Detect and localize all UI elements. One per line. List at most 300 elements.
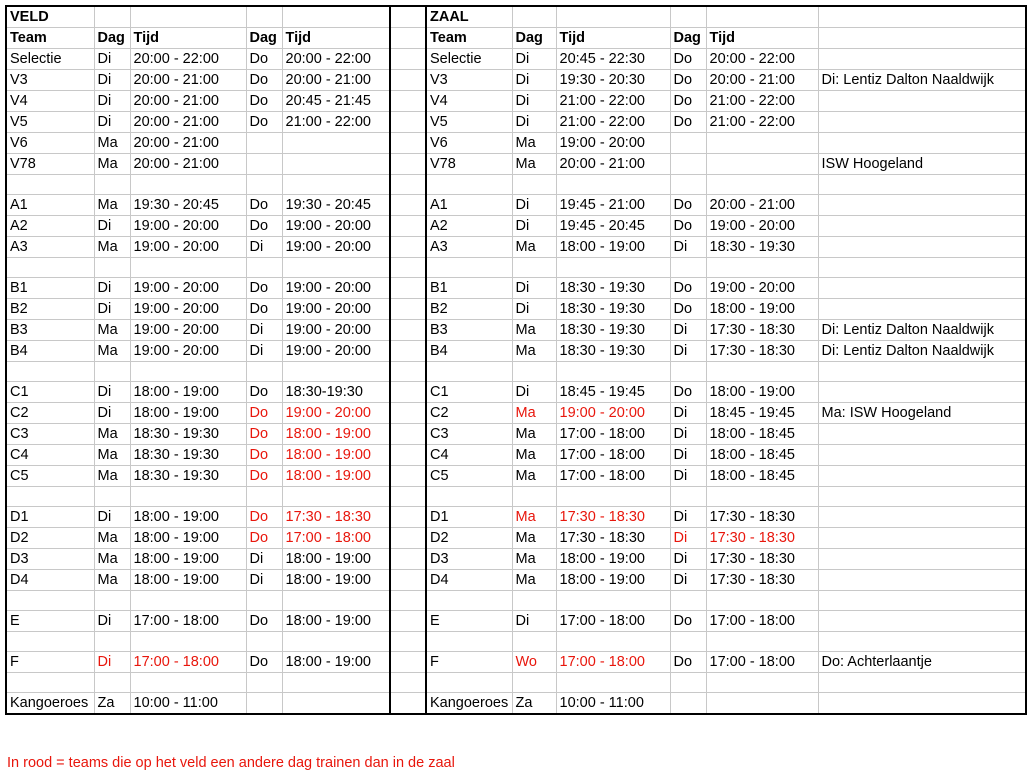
zaal-dag2-cell: Do: [670, 49, 706, 70]
veld-tijd2-cell: 19:00 - 20:00: [282, 320, 390, 341]
zaal-team-cell: D2: [426, 528, 512, 549]
veld-team-cell: C2: [6, 403, 94, 424]
veld-dag-cell: Di: [94, 403, 130, 424]
veld-tijd-cell: 18:30 - 19:30: [130, 424, 246, 445]
zaal-tijd2-cell: 17:30 - 18:30: [706, 528, 818, 549]
veld-dag-cell: Ma: [94, 341, 130, 362]
zaal-location-cell: [818, 91, 1026, 112]
veld-tijd-cell: 19:30 - 20:45: [130, 195, 246, 216]
table-row: [6, 341, 1026, 362]
empty-cell: [282, 632, 390, 652]
empty-cell: [282, 175, 390, 195]
zaal-tijd-cell: 17:00 - 18:00: [556, 424, 670, 445]
zaal-dag-cell: Di: [512, 611, 556, 632]
zaal-dag2-cell: Di: [670, 237, 706, 258]
empty-cell: [818, 487, 1026, 507]
veld-team-cell: F: [6, 652, 94, 673]
veld-tijd-cell: 20:00 - 21:00: [130, 112, 246, 133]
zaal-tijd-cell: 21:00 - 22:00: [556, 91, 670, 112]
veld-tijd-cell: 19:00 - 20:00: [130, 216, 246, 237]
blank-row: [6, 673, 1026, 693]
zaal-dag2-cell: Do: [670, 91, 706, 112]
empty-cell: [818, 673, 1026, 693]
veld-dag2-cell: Do: [246, 216, 282, 237]
empty-cell: [670, 673, 706, 693]
veld-dag-cell: Di: [94, 216, 130, 237]
zaal-tijd2-cell: 20:00 - 21:00: [706, 70, 818, 91]
empty-cell: [94, 673, 130, 693]
empty-cell: [818, 591, 1026, 611]
zaal-dag2-cell: Di: [670, 424, 706, 445]
empty-cell: [6, 175, 94, 195]
zaal-tijd-cell: 17:00 - 18:00: [556, 652, 670, 673]
veld-dag2-cell: Di: [246, 570, 282, 591]
table-row: [6, 403, 1026, 424]
empty-cell: [94, 591, 130, 611]
veld-dag-cell: Ma: [94, 445, 130, 466]
veld-dag2-cell: Do: [246, 507, 282, 528]
empty-cell: [390, 466, 426, 487]
zaal-dag2-cell: Do: [670, 195, 706, 216]
empty-cell: [556, 258, 670, 278]
zaal-tijd2-cell: 17:30 - 18:30: [706, 341, 818, 362]
veld-dag2-cell: Do: [246, 445, 282, 466]
empty-cell: [390, 278, 426, 299]
zaal-tijd-cell: 18:45 - 19:45: [556, 382, 670, 403]
empty-cell: [426, 632, 512, 652]
veld-dag-cell: Di: [94, 299, 130, 320]
veld-team-cell: C4: [6, 445, 94, 466]
veld-dag-cell: Di: [94, 70, 130, 91]
empty-cell: [390, 673, 426, 693]
veld-tijd-cell: 20:00 - 22:00: [130, 49, 246, 70]
veld-tijd2-cell: 18:00 - 19:00: [282, 445, 390, 466]
empty-cell: [512, 673, 556, 693]
zaal-location-cell: [818, 693, 1026, 715]
veld-tijd2-cell: 19:00 - 20:00: [282, 403, 390, 424]
zaal-tijd2-cell: 18:00 - 19:00: [706, 299, 818, 320]
zaal-team-cell: C4: [426, 445, 512, 466]
zaal-tijd-cell: 17:30 - 18:30: [556, 507, 670, 528]
zaal-dag2-cell: Do: [670, 299, 706, 320]
zaal-team-cell: D1: [426, 507, 512, 528]
empty-cell: [246, 487, 282, 507]
veld-dag-cell: Di: [94, 112, 130, 133]
empty-cell: [130, 258, 246, 278]
veld-tijd2-cell: [282, 693, 390, 715]
table-row: [6, 70, 1026, 91]
zaal-dag2-cell: Di: [670, 445, 706, 466]
veld-tijd2-header: Tijd: [282, 28, 390, 49]
zaal-dag2-cell: Do: [670, 278, 706, 299]
empty-cell: [512, 258, 556, 278]
empty-cell: [706, 258, 818, 278]
veld-tijd-cell: 18:00 - 19:00: [130, 549, 246, 570]
empty-cell: [130, 673, 246, 693]
veld-dag-cell: Di: [94, 278, 130, 299]
empty-cell: [706, 673, 818, 693]
zaal-location-cell: ISW Hoogeland: [818, 154, 1026, 175]
zaal-team-cell: Kangoeroes: [426, 693, 512, 715]
section-header-row: [6, 6, 1026, 28]
veld-tijd2-cell: 18:00 - 19:00: [282, 652, 390, 673]
empty-cell: [670, 362, 706, 382]
empty-cell: [390, 611, 426, 632]
zaal-dag2-header: Dag: [670, 28, 706, 49]
veld-team-cell: V5: [6, 112, 94, 133]
empty-cell: [94, 632, 130, 652]
veld-dag2-cell: Di: [246, 237, 282, 258]
zaal-team-cell: B1: [426, 278, 512, 299]
zaal-location-cell: [818, 466, 1026, 487]
zaal-team-cell: V6: [426, 133, 512, 154]
zaal-team-cell: C2: [426, 403, 512, 424]
blank-row: [6, 591, 1026, 611]
veld-dag2-cell: Do: [246, 466, 282, 487]
veld-dag2-cell: Do: [246, 278, 282, 299]
veld-dag-cell: Za: [94, 693, 130, 715]
zaal-location-cell: [818, 611, 1026, 632]
veld-dag2-cell: Do: [246, 195, 282, 216]
zaal-tijd2-cell: 18:00 - 18:45: [706, 424, 818, 445]
veld-tijd2-cell: 19:00 - 20:00: [282, 299, 390, 320]
veld-dag-cell: Ma: [94, 154, 130, 175]
empty-cell: [390, 70, 426, 91]
veld-tijd-cell: 19:00 - 20:00: [130, 341, 246, 362]
zaal-dag2-cell: Do: [670, 382, 706, 403]
table-row: [6, 133, 1026, 154]
zaal-tijd2-cell: 20:00 - 21:00: [706, 195, 818, 216]
veld-tijd2-cell: [282, 133, 390, 154]
veld-tijd-cell: 20:00 - 21:00: [130, 70, 246, 91]
veld-tijd2-cell: 20:45 - 21:45: [282, 91, 390, 112]
zaal-team-cell: B3: [426, 320, 512, 341]
veld-team-cell: B4: [6, 341, 94, 362]
zaal-tijd2-header: Tijd: [706, 28, 818, 49]
zaal-tijd-cell: 17:30 - 18:30: [556, 528, 670, 549]
zaal-dag-cell: Ma: [512, 424, 556, 445]
empty-cell: [556, 487, 670, 507]
zaal-dag-cell: Ma: [512, 445, 556, 466]
veld-dag2-cell: [246, 154, 282, 175]
empty-cell: [390, 133, 426, 154]
veld-team-cell: D1: [6, 507, 94, 528]
veld-tijd-cell: 10:00 - 11:00: [130, 693, 246, 715]
zaal-team-cell: V4: [426, 91, 512, 112]
veld-team-cell: Selectie: [6, 49, 94, 70]
zaal-dag-cell: Ma: [512, 154, 556, 175]
veld-tijd-cell: 20:00 - 21:00: [130, 133, 246, 154]
zaal-dag-cell: Za: [512, 693, 556, 715]
zaal-tijd-cell: 18:00 - 19:00: [556, 237, 670, 258]
zaal-location-cell: [818, 507, 1026, 528]
veld-team-cell: B3: [6, 320, 94, 341]
veld-tijd2-cell: 18:00 - 19:00: [282, 611, 390, 632]
table-row: [6, 652, 1026, 673]
zaal-team-cell: D3: [426, 549, 512, 570]
empty-cell: [246, 673, 282, 693]
zaal-team-cell: E: [426, 611, 512, 632]
veld-tijd-cell: 18:30 - 19:30: [130, 445, 246, 466]
empty-cell: [390, 112, 426, 133]
zaal-dag2-cell: [670, 133, 706, 154]
zaal-tijd2-cell: 18:45 - 19:45: [706, 403, 818, 424]
veld-team-cell: E: [6, 611, 94, 632]
zaal-tijd-cell: 18:30 - 19:30: [556, 320, 670, 341]
empty-cell: [390, 549, 426, 570]
zaal-tijd2-cell: 17:30 - 18:30: [706, 570, 818, 591]
zaal-location-cell: [818, 528, 1026, 549]
column-header-row: [6, 28, 1026, 49]
veld-team-cell: Kangoeroes: [6, 693, 94, 715]
zaal-location-cell: Di: Lentiz Dalton Naaldwijk: [818, 70, 1026, 91]
zaal-location-cell: [818, 445, 1026, 466]
empty-cell: [706, 591, 818, 611]
empty-cell: [246, 362, 282, 382]
zaal-location-cell: [818, 133, 1026, 154]
zaal-dag-cell: Ma: [512, 549, 556, 570]
zaal-location-cell: [818, 299, 1026, 320]
empty-cell: [246, 175, 282, 195]
zaal-team-cell: F: [426, 652, 512, 673]
zaal-dag2-cell: Do: [670, 652, 706, 673]
zaal-location-cell: [818, 237, 1026, 258]
zaal-tijd-cell: 20:45 - 22:30: [556, 49, 670, 70]
zaal-dag2-cell: Di: [670, 570, 706, 591]
zaal-dag-cell: Ma: [512, 237, 556, 258]
veld-dag2-cell: Do: [246, 49, 282, 70]
veld-tijd-cell: 19:00 - 20:00: [130, 299, 246, 320]
empty-cell: [390, 403, 426, 424]
empty-cell: [390, 528, 426, 549]
veld-tijd-cell: 17:00 - 18:00: [130, 611, 246, 632]
table-row: [6, 570, 1026, 591]
veld-dag2-cell: Do: [246, 70, 282, 91]
zaal-tijd-cell: 19:45 - 20:45: [556, 216, 670, 237]
schedule-table: [5, 5, 1027, 715]
zaal-tijd2-cell: [706, 693, 818, 715]
empty-cell: [512, 487, 556, 507]
zaal-team-cell: A1: [426, 195, 512, 216]
empty-cell: [426, 175, 512, 195]
zaal-team-header: Team: [426, 28, 512, 49]
veld-dag-cell: Di: [94, 652, 130, 673]
empty-cell: [670, 632, 706, 652]
zaal-tijd-cell: 10:00 - 11:00: [556, 693, 670, 715]
zaal-dag-cell: Di: [512, 216, 556, 237]
veld-tijd2-cell: 18:00 - 19:00: [282, 466, 390, 487]
veld-tijd2-cell: 19:30 - 20:45: [282, 195, 390, 216]
empty-cell: [706, 362, 818, 382]
empty-cell: [670, 591, 706, 611]
zaal-tijd2-cell: 21:00 - 22:00: [706, 91, 818, 112]
zaal-dag-cell: Ma: [512, 570, 556, 591]
zaal-location-cell: [818, 195, 1026, 216]
zaal-team-cell: V3: [426, 70, 512, 91]
zaal-tijd2-cell: 18:00 - 18:45: [706, 445, 818, 466]
empty-cell: [130, 362, 246, 382]
zaal-tijd2-cell: 21:00 - 22:00: [706, 112, 818, 133]
empty-cell: [6, 487, 94, 507]
veld-tijd2-cell: 17:30 - 18:30: [282, 507, 390, 528]
table-row: [6, 528, 1026, 549]
empty-cell: [818, 258, 1026, 278]
zaal-tijd2-cell: 18:00 - 18:45: [706, 466, 818, 487]
veld-dag2-cell: Do: [246, 112, 282, 133]
empty-cell: [130, 591, 246, 611]
zaal-tijd-header: Tijd: [556, 28, 670, 49]
table-row: [6, 216, 1026, 237]
veld-team-cell: V4: [6, 91, 94, 112]
empty-cell: [6, 673, 94, 693]
zaal-location-cell: [818, 216, 1026, 237]
veld-dag2-cell: Di: [246, 341, 282, 362]
empty-cell: [390, 175, 426, 195]
zaal-dag2-cell: Di: [670, 403, 706, 424]
zaal-tijd-cell: 17:00 - 18:00: [556, 611, 670, 632]
veld-team-cell: D2: [6, 528, 94, 549]
veld-tijd2-cell: 19:00 - 20:00: [282, 278, 390, 299]
veld-tijd-cell: 19:00 - 20:00: [130, 320, 246, 341]
empty-cell: [426, 591, 512, 611]
zaal-tijd-cell: 18:30 - 19:30: [556, 341, 670, 362]
empty-cell: [390, 445, 426, 466]
zaal-dag-cell: Di: [512, 49, 556, 70]
veld-dag2-cell: Do: [246, 299, 282, 320]
zaal-tijd-cell: 18:30 - 19:30: [556, 299, 670, 320]
veld-section-title: VELD: [6, 6, 94, 28]
empty-cell: [556, 673, 670, 693]
zaal-location-cell: [818, 382, 1026, 403]
table-row: [6, 445, 1026, 466]
empty-cell: [818, 362, 1026, 382]
empty-cell: [94, 258, 130, 278]
empty-cell: [282, 258, 390, 278]
zaal-tijd2-cell: 17:30 - 18:30: [706, 320, 818, 341]
zaal-location-cell: Ma: ISW Hoogeland: [818, 403, 1026, 424]
veld-dag2-cell: Do: [246, 528, 282, 549]
zaal-dag2-cell: Di: [670, 341, 706, 362]
veld-team-cell: V3: [6, 70, 94, 91]
zaal-tijd-cell: 21:00 - 22:00: [556, 112, 670, 133]
empty-cell: [670, 258, 706, 278]
empty-cell: [390, 154, 426, 175]
veld-dag-cell: Di: [94, 91, 130, 112]
veld-tijd-cell: 19:00 - 20:00: [130, 237, 246, 258]
zaal-location-cell: [818, 112, 1026, 133]
zaal-dag2-cell: Di: [670, 528, 706, 549]
zaal-team-cell: C5: [426, 466, 512, 487]
empty-cell: [512, 632, 556, 652]
zaal-dag2-cell: Do: [670, 611, 706, 632]
empty-cell: [94, 487, 130, 507]
zaal-dag-cell: Ma: [512, 466, 556, 487]
veld-dag2-cell: Di: [246, 549, 282, 570]
empty-cell: [556, 362, 670, 382]
zaal-tijd-cell: 19:30 - 20:30: [556, 70, 670, 91]
empty-cell: [390, 632, 426, 652]
veld-team-cell: C5: [6, 466, 94, 487]
zaal-tijd2-cell: 17:30 - 18:30: [706, 507, 818, 528]
empty-cell: [670, 487, 706, 507]
zaal-location-cell: [818, 570, 1026, 591]
veld-tijd2-cell: 20:00 - 21:00: [282, 70, 390, 91]
table-row: [6, 507, 1026, 528]
zaal-tijd2-cell: [706, 154, 818, 175]
veld-dag2-cell: Do: [246, 91, 282, 112]
veld-tijd-cell: 18:30 - 19:30: [130, 466, 246, 487]
empty-cell: [390, 362, 426, 382]
veld-team-cell: D4: [6, 570, 94, 591]
empty-cell: [6, 632, 94, 652]
veld-team-cell: V78: [6, 154, 94, 175]
empty-cell: [390, 195, 426, 216]
zaal-location-cell: Di: Lentiz Dalton Naaldwijk: [818, 341, 1026, 362]
table-row: [6, 299, 1026, 320]
empty-cell: [130, 175, 246, 195]
empty-cell: [706, 632, 818, 652]
zaal-tijd2-cell: 17:00 - 18:00: [706, 611, 818, 632]
zaal-location-cell: Do: Achterlaantje: [818, 652, 1026, 673]
veld-dag-cell: Ma: [94, 195, 130, 216]
zaal-dag2-cell: Do: [670, 112, 706, 133]
empty-cell: [282, 591, 390, 611]
veld-tijd2-cell: 21:00 - 22:00: [282, 112, 390, 133]
veld-tijd2-cell: [282, 154, 390, 175]
veld-tijd2-cell: 19:00 - 20:00: [282, 216, 390, 237]
veld-dag-header: Dag: [94, 28, 130, 49]
zaal-dag-cell: Ma: [512, 133, 556, 154]
veld-tijd2-cell: 17:00 - 18:00: [282, 528, 390, 549]
zaal-tijd2-cell: [706, 133, 818, 154]
zaal-tijd-cell: 19:00 - 20:00: [556, 403, 670, 424]
empty-cell: [390, 320, 426, 341]
veld-team-cell: A3: [6, 237, 94, 258]
zaal-team-cell: Selectie: [426, 49, 512, 70]
empty-cell: [6, 362, 94, 382]
empty-cell: [512, 591, 556, 611]
table-row: [6, 611, 1026, 632]
zaal-team-cell: B2: [426, 299, 512, 320]
zaal-location-cell: [818, 49, 1026, 70]
empty-cell: [706, 487, 818, 507]
zaal-tijd2-cell: 19:00 - 20:00: [706, 278, 818, 299]
veld-dag-cell: Di: [94, 49, 130, 70]
veld-tijd-cell: 18:00 - 19:00: [130, 528, 246, 549]
veld-tijd-cell: 18:00 - 19:00: [130, 403, 246, 424]
empty-cell: [282, 362, 390, 382]
table-row: [6, 320, 1026, 341]
zaal-section-title: ZAAL: [426, 6, 512, 28]
veld-tijd-cell: 18:00 - 19:00: [130, 382, 246, 403]
zaal-team-cell: V78: [426, 154, 512, 175]
empty-cell: [246, 258, 282, 278]
empty-cell: [390, 591, 426, 611]
table-row: [6, 382, 1026, 403]
empty-cell: [130, 632, 246, 652]
veld-team-cell: B1: [6, 278, 94, 299]
zaal-dag-cell: Di: [512, 299, 556, 320]
zaal-dag-cell: Di: [512, 70, 556, 91]
veld-dag-cell: Di: [94, 611, 130, 632]
empty-cell: [426, 362, 512, 382]
zaal-dag-cell: Di: [512, 382, 556, 403]
zaal-dag-cell: Ma: [512, 403, 556, 424]
zaal-dag2-cell: Do: [670, 216, 706, 237]
zaal-dag2-cell: Di: [670, 320, 706, 341]
veld-team-cell: C3: [6, 424, 94, 445]
veld-tijd-cell: 17:00 - 18:00: [130, 652, 246, 673]
